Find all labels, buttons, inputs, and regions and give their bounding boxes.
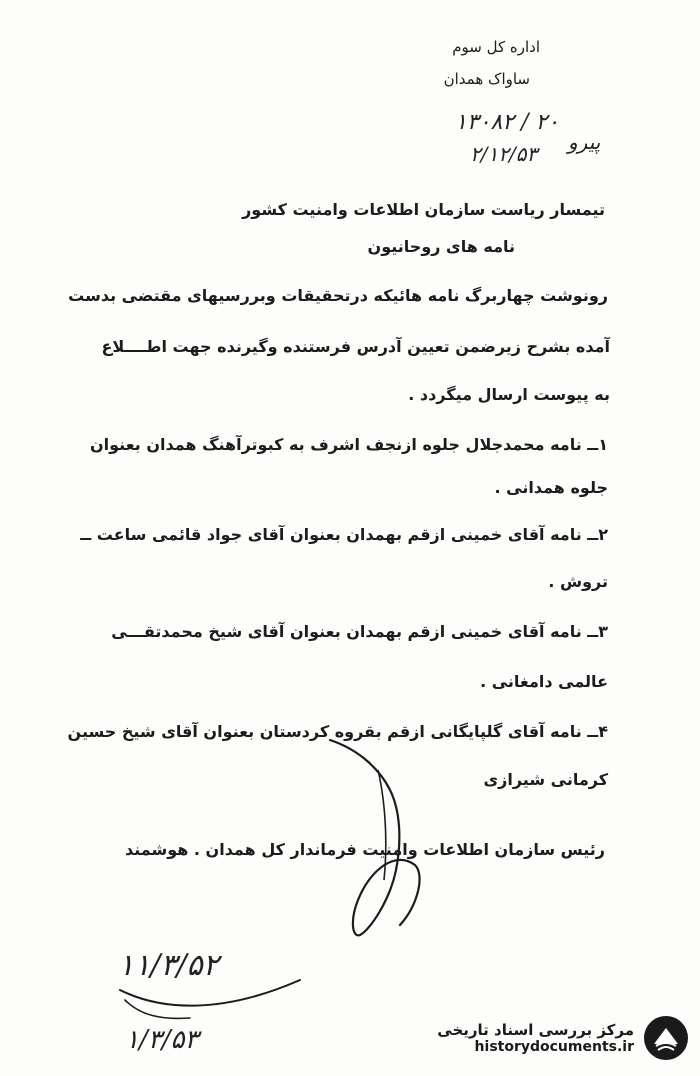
letter-item-2-line-1: ۲ــ نامه آقای خمینی ازقم بهمدان بعنوان آقای جواد قائمی ساعت ــ [80,525,608,544]
letter-closing: رئیس سازمان اطلاعات وامنیت فرماندار کل همدان . هوشمند [124,840,605,859]
letter-item-2-line-2: تروش . [548,572,608,591]
letter-item-3-line-1: ۳ــ نامه آقای خمینی ازقم بهمدان بعنوان آقای شیخ محمدتقـــی [111,622,608,641]
handwritten-date: ۲/۱۲/۵۳ [470,142,538,166]
header-office: اداره کل سوم [452,38,540,56]
book-logo-icon [642,1014,690,1062]
watermark-url: historydocuments.ir [474,1039,634,1055]
letter-paragraph-line-1: رونوشت چهاربرگ نامه هائیکه درتحقیقات وبررسیهای مقتضی بدست [68,286,608,305]
watermark-title: مرکز بررسی اسناد تاریخی [437,1021,634,1039]
handwritten-word: پیرو [568,130,601,154]
letter-paragraph-line-3: به پیوست ارسال میگردد . [408,385,610,404]
letter-item-3-line-2: عالمی دامغانی . [480,672,608,691]
letter-item-4-line-2: کرمانی شیرازی [483,770,608,789]
bottom-note-2: ۱/۳/۵۳ [125,1025,199,1055]
letter-item-1-line-1: ۱ــ نامه محمدجلال جلوه ازنجف اشرف به کبوترآهنگ همدان بعنوان [90,435,608,454]
header-org: ساواک همدان [443,70,530,88]
bottom-note-1: ۱۱/۳/۵۲ [118,948,219,983]
watermark [437,1014,690,1062]
letter-subject: نامه های روحانیون [367,237,515,256]
letter-item-1-line-2: جلوه همدانی . [494,478,608,497]
watermark-text [437,1021,634,1055]
signature-scribble [300,730,440,950]
letter-item-4-line-1: ۴ــ نامه آقای گلپایگانی ازقم بقروه کردستان بعنوان آقای شیخ حسین [67,722,608,741]
letter-paragraph-line-2: آمده بشرح زیرضمن تعیین آدرس فرستنده وگیرنده جهت اطــــلاع [101,337,610,356]
letter-addressee: تیمسار ریاست سازمان اطلاعات وامنیت کشور [242,200,605,219]
handwritten-number: ۱۳۰۸۲ / ۲۰ [455,110,560,135]
